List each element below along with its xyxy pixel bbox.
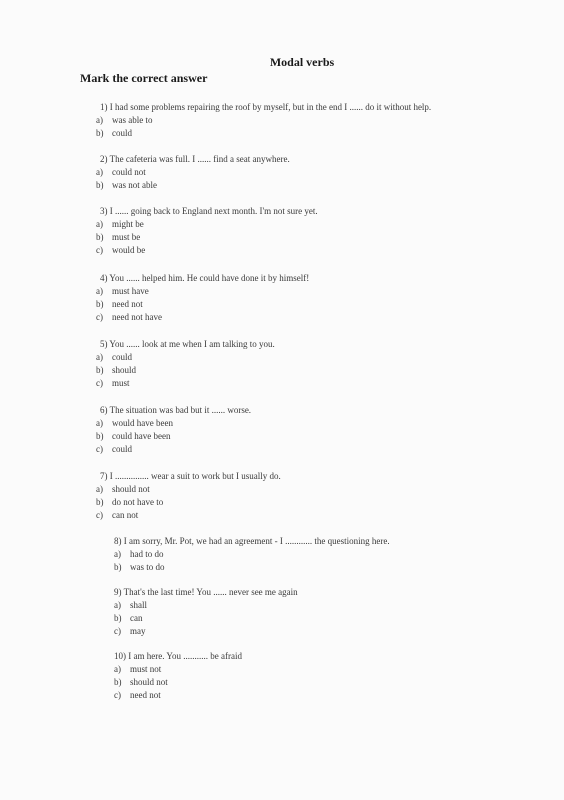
answer-option[interactable] xyxy=(114,689,242,702)
answer-option[interactable] xyxy=(114,599,298,612)
option-text: can xyxy=(130,613,143,623)
option-text: would be xyxy=(112,245,146,255)
option-text: was to do xyxy=(130,562,165,572)
option-text: could xyxy=(112,128,132,138)
option-text: should xyxy=(112,365,137,375)
option-text: could xyxy=(112,352,132,362)
option-text: must be xyxy=(112,232,141,242)
option-letter: b) xyxy=(114,677,122,687)
option-letter: a) xyxy=(96,167,103,177)
answer-option[interactable] xyxy=(96,114,431,127)
option-letter: b) xyxy=(96,497,104,507)
question-10 xyxy=(114,650,242,702)
question-stem: 5) You ...... look at me when I am talking to you. xyxy=(100,339,275,349)
answer-option[interactable] xyxy=(114,676,242,689)
answer-option[interactable] xyxy=(96,377,275,390)
option-text: might be xyxy=(112,219,144,229)
option-text: do not have to xyxy=(112,497,164,507)
option-text: shall xyxy=(130,600,147,610)
question-6 xyxy=(96,404,252,456)
answer-option[interactable] xyxy=(96,430,251,443)
question-3 xyxy=(96,205,318,257)
option-letter: a) xyxy=(96,484,103,494)
question-4 xyxy=(96,272,310,324)
answer-option[interactable] xyxy=(96,509,281,522)
option-letter: c) xyxy=(114,690,121,700)
option-letter: a) xyxy=(96,286,103,296)
question-1 xyxy=(96,101,432,140)
option-text: should not xyxy=(112,484,150,494)
answer-option[interactable] xyxy=(114,561,390,574)
question-stem: 8) I am sorry, Mr. Pot, we had an agreement - I ............ the questioning here. xyxy=(114,536,390,546)
option-letter: a) xyxy=(96,418,103,428)
option-letter: c) xyxy=(114,626,121,636)
option-text: had to do xyxy=(130,549,164,559)
option-letter: c) xyxy=(96,444,103,454)
question-stem: 6) The situation was bad but it ...... worse. xyxy=(100,405,252,415)
answer-option[interactable] xyxy=(96,351,275,364)
question-stem: 10) I am here. You ........... be afraid xyxy=(114,651,242,661)
option-letter: c) xyxy=(96,378,103,388)
answer-option[interactable] xyxy=(96,231,318,244)
question-stem: 3) I ...... going back to England next month. I'm not sure yet. xyxy=(100,206,318,216)
question-stem: 1) I had some problems repairing the roof by myself, but in the end I ...... do it without help. xyxy=(100,102,432,112)
answer-option[interactable] xyxy=(96,417,251,430)
option-text: must have xyxy=(112,286,149,296)
answer-option[interactable] xyxy=(114,548,390,561)
option-text: would have been xyxy=(112,418,173,428)
option-text: must xyxy=(112,378,130,388)
question-stem: 2) The cafeteria was full. I ...... find a seat anywhere. xyxy=(100,154,290,164)
answer-option[interactable] xyxy=(114,663,242,676)
option-letter: b) xyxy=(96,431,104,441)
answer-option[interactable] xyxy=(96,311,309,324)
option-letter: b) xyxy=(96,232,104,242)
option-letter: a) xyxy=(96,352,103,362)
question-stem: 4) You ...... helped him. He could have done it by himself! xyxy=(100,273,310,283)
option-text: was not able xyxy=(112,180,157,190)
answer-option[interactable] xyxy=(96,285,309,298)
question-stem: 9) That's the last time! You ...... never see me again xyxy=(114,587,298,597)
option-text: could have been xyxy=(112,431,171,441)
answer-option[interactable] xyxy=(96,443,251,456)
option-text: was able to xyxy=(112,115,153,125)
question-7 xyxy=(96,470,281,522)
option-letter: b) xyxy=(114,562,122,572)
answer-option[interactable] xyxy=(96,483,281,496)
answer-option[interactable] xyxy=(96,496,281,509)
question-2 xyxy=(96,153,290,192)
option-text: must not xyxy=(130,664,162,674)
answer-option[interactable] xyxy=(96,166,290,179)
answer-option[interactable] xyxy=(96,364,275,377)
question-stem: 7) I ............... wear a suit to work but I usually do. xyxy=(100,471,281,481)
answer-option[interactable] xyxy=(96,179,290,192)
answer-option[interactable] xyxy=(114,612,298,625)
option-text: should not xyxy=(130,677,168,687)
option-text: can not xyxy=(112,510,139,520)
option-letter: a) xyxy=(96,219,103,229)
option-letter: b) xyxy=(96,299,104,309)
option-text: need not xyxy=(112,299,143,309)
instruction-heading: Mark the correct answer xyxy=(80,71,208,85)
option-letter: b) xyxy=(96,128,104,138)
option-letter: c) xyxy=(96,510,103,520)
question-9 xyxy=(114,586,298,638)
answer-option[interactable] xyxy=(96,127,431,140)
option-text: could not xyxy=(112,167,146,177)
option-text: could xyxy=(112,444,132,454)
option-letter: a) xyxy=(114,600,121,610)
page-title: Modal verbs xyxy=(269,55,335,69)
answer-option[interactable] xyxy=(96,218,318,231)
question-5 xyxy=(96,338,275,390)
option-text: need not have xyxy=(112,312,162,322)
option-letter: b) xyxy=(96,180,104,190)
option-letter: a) xyxy=(114,549,121,559)
option-letter: a) xyxy=(114,664,121,674)
option-text: need not xyxy=(130,690,161,700)
option-letter: c) xyxy=(96,245,103,255)
option-letter: a) xyxy=(96,115,103,125)
option-letter: b) xyxy=(114,613,122,623)
option-letter: c) xyxy=(96,312,103,322)
answer-option[interactable] xyxy=(96,298,309,311)
answer-option[interactable] xyxy=(96,244,318,257)
option-letter: b) xyxy=(96,365,104,375)
question-8 xyxy=(114,535,390,574)
answer-option[interactable] xyxy=(114,625,298,638)
option-text: may xyxy=(130,626,146,636)
